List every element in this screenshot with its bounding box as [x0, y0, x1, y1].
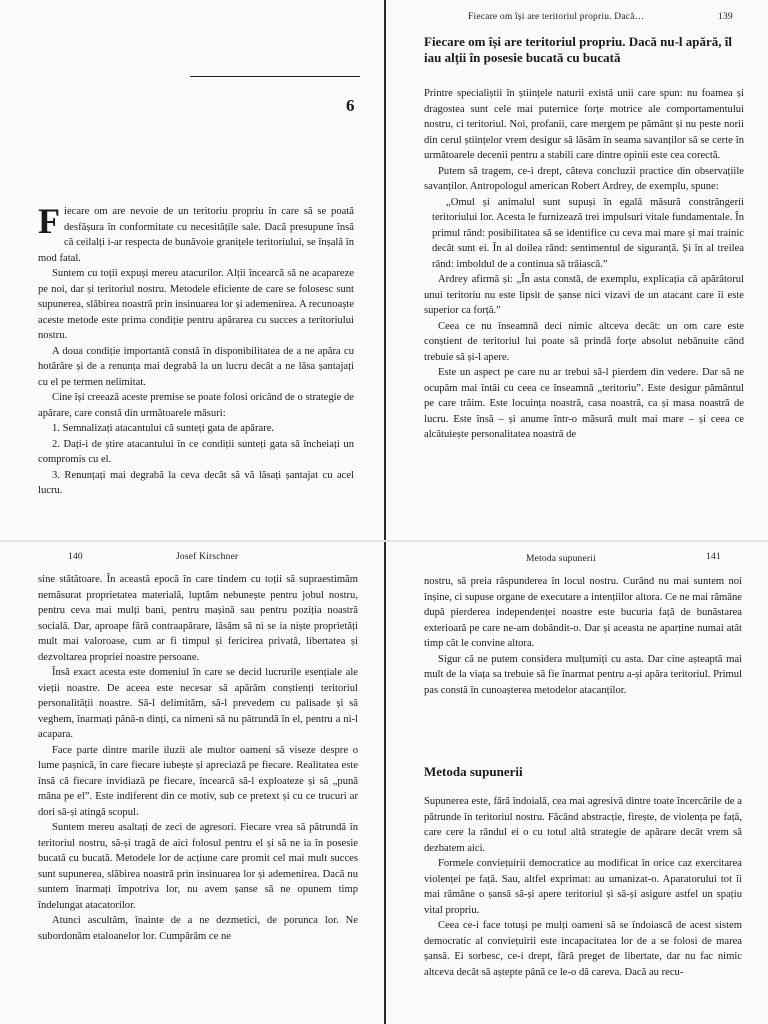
paragraph: Printre specialiștii în științele naturii există unii care spun: nu foamea și dragostea sunt cele mai puternice forțe motrice ale comportamentului nostru, ci teritoriul. Noi, profanii, care mergem pe pământ și nu peste norii din cerul științelor vrem desigur să lăsăm în seama savanților să se certe în următoarele decenii pentru a stabili care dintre opinii este cea corectă.: [424, 88, 744, 161]
paragraph: Supunerea este, fără îndoială, cea mai agresivă dintre toate încercările de a pătrunde în teritoriul nostru. Făcând abstracție, firește, de violența pe față, care cere la rândul ei o cu totul altă strategie de apărare decât vrem să dezbatem aici.: [424, 796, 742, 854]
chapter-number: 6: [346, 96, 355, 115]
first-paragraph-text: iecare om are nevoie de un teritoriu propriu în care să se poată desfășura în conformitate cu necesitățile sale. Dacă presupune însă că ceilalți i-ar respecta de bunăvoie granițele teritoriului, se înșală în mod fatal.: [38, 206, 354, 264]
list-item: 2. Dați-i de știre atacantului în ce condiții sunteți gata să încheiați un compromis cu el.: [38, 438, 354, 465]
body-text-139: [424, 86, 744, 443]
drop-cap: F: [38, 201, 60, 241]
paragraph: Ardrey afirmă și: „În asta constă, de exemplu, explicația că apărătorul unui teritoriu nu este lipsit de șanse nici vizavi de un atacant care îi este superior ca forță.”: [424, 274, 744, 316]
running-head: Josef Kirschner: [176, 552, 239, 562]
paragraph: Suntem cu toții expuși mereu atacurilor. Alții încearcă să ne acapareze pe noi, dar și teritoriul nostru. Metodele eficiente de care se folosesc sunt supunerea, slăbirea noastră prin insinuarea lor și ademenirea. A recunoaște aceste metode este prima condiție pentru apărarea cu succes a teritoriului nostru.: [38, 268, 354, 341]
body-text-141-bottom: [424, 794, 742, 980]
list-item: 3. Renunțați mai degrabă la ceva decât să vă lăsați șantajat cu acel lucru.: [38, 469, 354, 496]
paragraph: Atunci ascultăm, înainte de a ne dezmetici, de porunca lor. Ne subordonăm etaloanelor lor. Cumpărăm ce ne: [38, 915, 358, 942]
first-paragraph: [38, 201, 354, 266]
page-number: 140: [68, 552, 83, 562]
running-head: Metoda supunerii: [526, 554, 596, 564]
body-text-140: [38, 572, 358, 944]
page-141: [386, 542, 768, 1024]
paragraph: Este un aspect pe care nu ar trebui să-l pierdem din vedere. Dar să ne ocupăm mai întâi cu ceea ce înseamnă „teritoriu”. Este desigur pământul pe care trăim. Este locuința noastră, casa noastră, ca și masa noastră de lucru. Este însă – și anume într-o măsură mult mai mare – și ceea ce alcătuiește personalitatea noastră de: [424, 367, 744, 440]
page-139: [386, 0, 768, 540]
chapter-title: Fiecare om își are teritoriul propriu. Dacă nu-l apără, îl iau alții în posesie bucată cu bucată: [424, 34, 732, 65]
paragraph: A doua condiție importantă constă în disponibilitatea de a ne apăra cu hotărâre și de a renunța mai degrabă la un lucru decât a ne lăsa șantajați cu el pe termen nelimitat.: [38, 345, 354, 388]
running-head: Fiecare om își are teritoriul propriu. Dacă…: [468, 12, 645, 22]
list-item: 1. Semnalizați atacantului că sunteți gata de apărare.: [52, 423, 275, 434]
page-number: 141: [706, 552, 721, 562]
paragraph: Formele conviețuirii democratice au modificat în orice caz exercitarea violenței pe față. Sau, altfel exprimat: au umanizat-o. Aparatorului tot îi mai rămâne o șansă să-și apere teritoriul și să-și asigure astfel un spațiu vital propriu.: [424, 858, 742, 916]
paragraph: sine stătătoare. În această epocă în care tindem cu toții să supraestimăm nemăsurat proprietatea materială, luptăm nebunește pentru jobul nostru, pentru ceva mai mulți bani, pentru mașină sau pentru poziția noastră socială. Dar, aproape fără contraapărare, lăsăm să ni se ia niște proprietăți mult mai valoroase, cum ar fi timpul și fericirea privată, libertatea și dezvoltarea propriei noastre persoane.: [38, 574, 358, 663]
block-quote: „Omul și animalul sunt supuși în egală măsură constrângerii teritoriului lor. Acesta le furnizează trei impulsuri vitale fundamentale. În primul rând: posibilitatea să se identifice cu ceva mai mare și mai trainic decât sunt ei. În al doilea rând: sentimentul de siguranță. Și în al treilea rând: imboldul de a continua să trăiască.”: [432, 196, 744, 270]
paragraph: Putem să tragem, ce-i drept, câteva concluzii practice din observațiile savanților. Antropologul american Robert Ardrey, de exemplu, spune:: [424, 165, 744, 192]
body-text-138: [38, 201, 354, 499]
paragraph: Ceea ce-i face totuși pe mulți oameni să se îndoiască de acest sistem democratic al conviețuirii este incapacitatea lor de a se folosi de marea șansă. Ei sorbesc, ce-i drept, fără preget de libertate, dar nu fac nimic altceva decât să aștepte până ce le-o dă careva. Dacă au recu-: [424, 920, 742, 978]
paragraph: nostru, să preia răspunderea în locul nostru. Curând nu mai suntem noi înșine, ci supuse organe de executare a intențiilor altora. Ce ne mai rămâne după pierderea independenței noastre este bucuria față de bunăstarea exterioară pe care ne-am dobândit-o. Dar și aceasta ne aparține numai atât timp cât le convine altora.: [424, 576, 742, 649]
chapter-rule: [190, 76, 360, 77]
page-number: 139: [718, 12, 733, 22]
page-138: [0, 0, 384, 540]
paragraph: Însă exact acesta este domeniul în care se decid lucrurile esențiale ale vieții noastre. De aceea este necesar să apărăm conștienți teritoriul personalității noastre. Să-l delimităm, să-l prevedem cu palisade și să veghem, înarmați până-n dinți, ca nimeni să nu pătrundă în el, pentru a ni-l acapara.: [38, 667, 358, 740]
section-heading: Metoda supunerii: [424, 764, 523, 779]
page-140: [0, 542, 384, 1024]
paragraph: Cine își creează aceste premise se poate folosi oricând de o strategie de apărare, care constă din următoarele măsuri:: [38, 392, 354, 419]
body-text-141-top: [424, 574, 742, 698]
paragraph: Face parte dintre marile iluzii ale multor oameni să viseze despre o lume pașnică, în care fiecare iubește și apreciază pe fiecare. Realitatea este însă că fiecare invidiază pe fiecare, încearcă să-l exploateze și să „pună mâna pe el”. Este indiferent din ce motiv, sub ce pretext și cu ce trucuri ar dori să-și atingă scopul.: [38, 744, 358, 818]
paragraph: Sigur că ne putem considera mulțumiți cu asta. Dar cine așteaptă mai mult de la viața sa trebuie să fie înarmat pentru a-și apăra teritoriul. Primul pas constă în cunoașterea metodelor atacanților.: [424, 653, 742, 696]
paragraph: Ceea ce nu înseamnă deci nimic altceva decât: un om care este conștient de teritoriul lui poate să prindă forțe absolut nebănuite când trebuie să și-l apere.: [424, 320, 744, 363]
paragraph: Suntem mereu asaltați de zeci de agresori. Fiecare vrea să pătrundă în teritoriul nostru, să-și tragă de aici folosul pentru el și să ne ia în posesie bucată cu bucată. Metodele lor de acțiune care promit cel mai mult succes sunt supunerea, slăbirea noastră prin insinuarea lor și ademenirea. Dacă nu suntem înarmați împotriva lor, nu avem șanse să ne opunem timp îndelungat atacatorilor.: [38, 822, 358, 911]
